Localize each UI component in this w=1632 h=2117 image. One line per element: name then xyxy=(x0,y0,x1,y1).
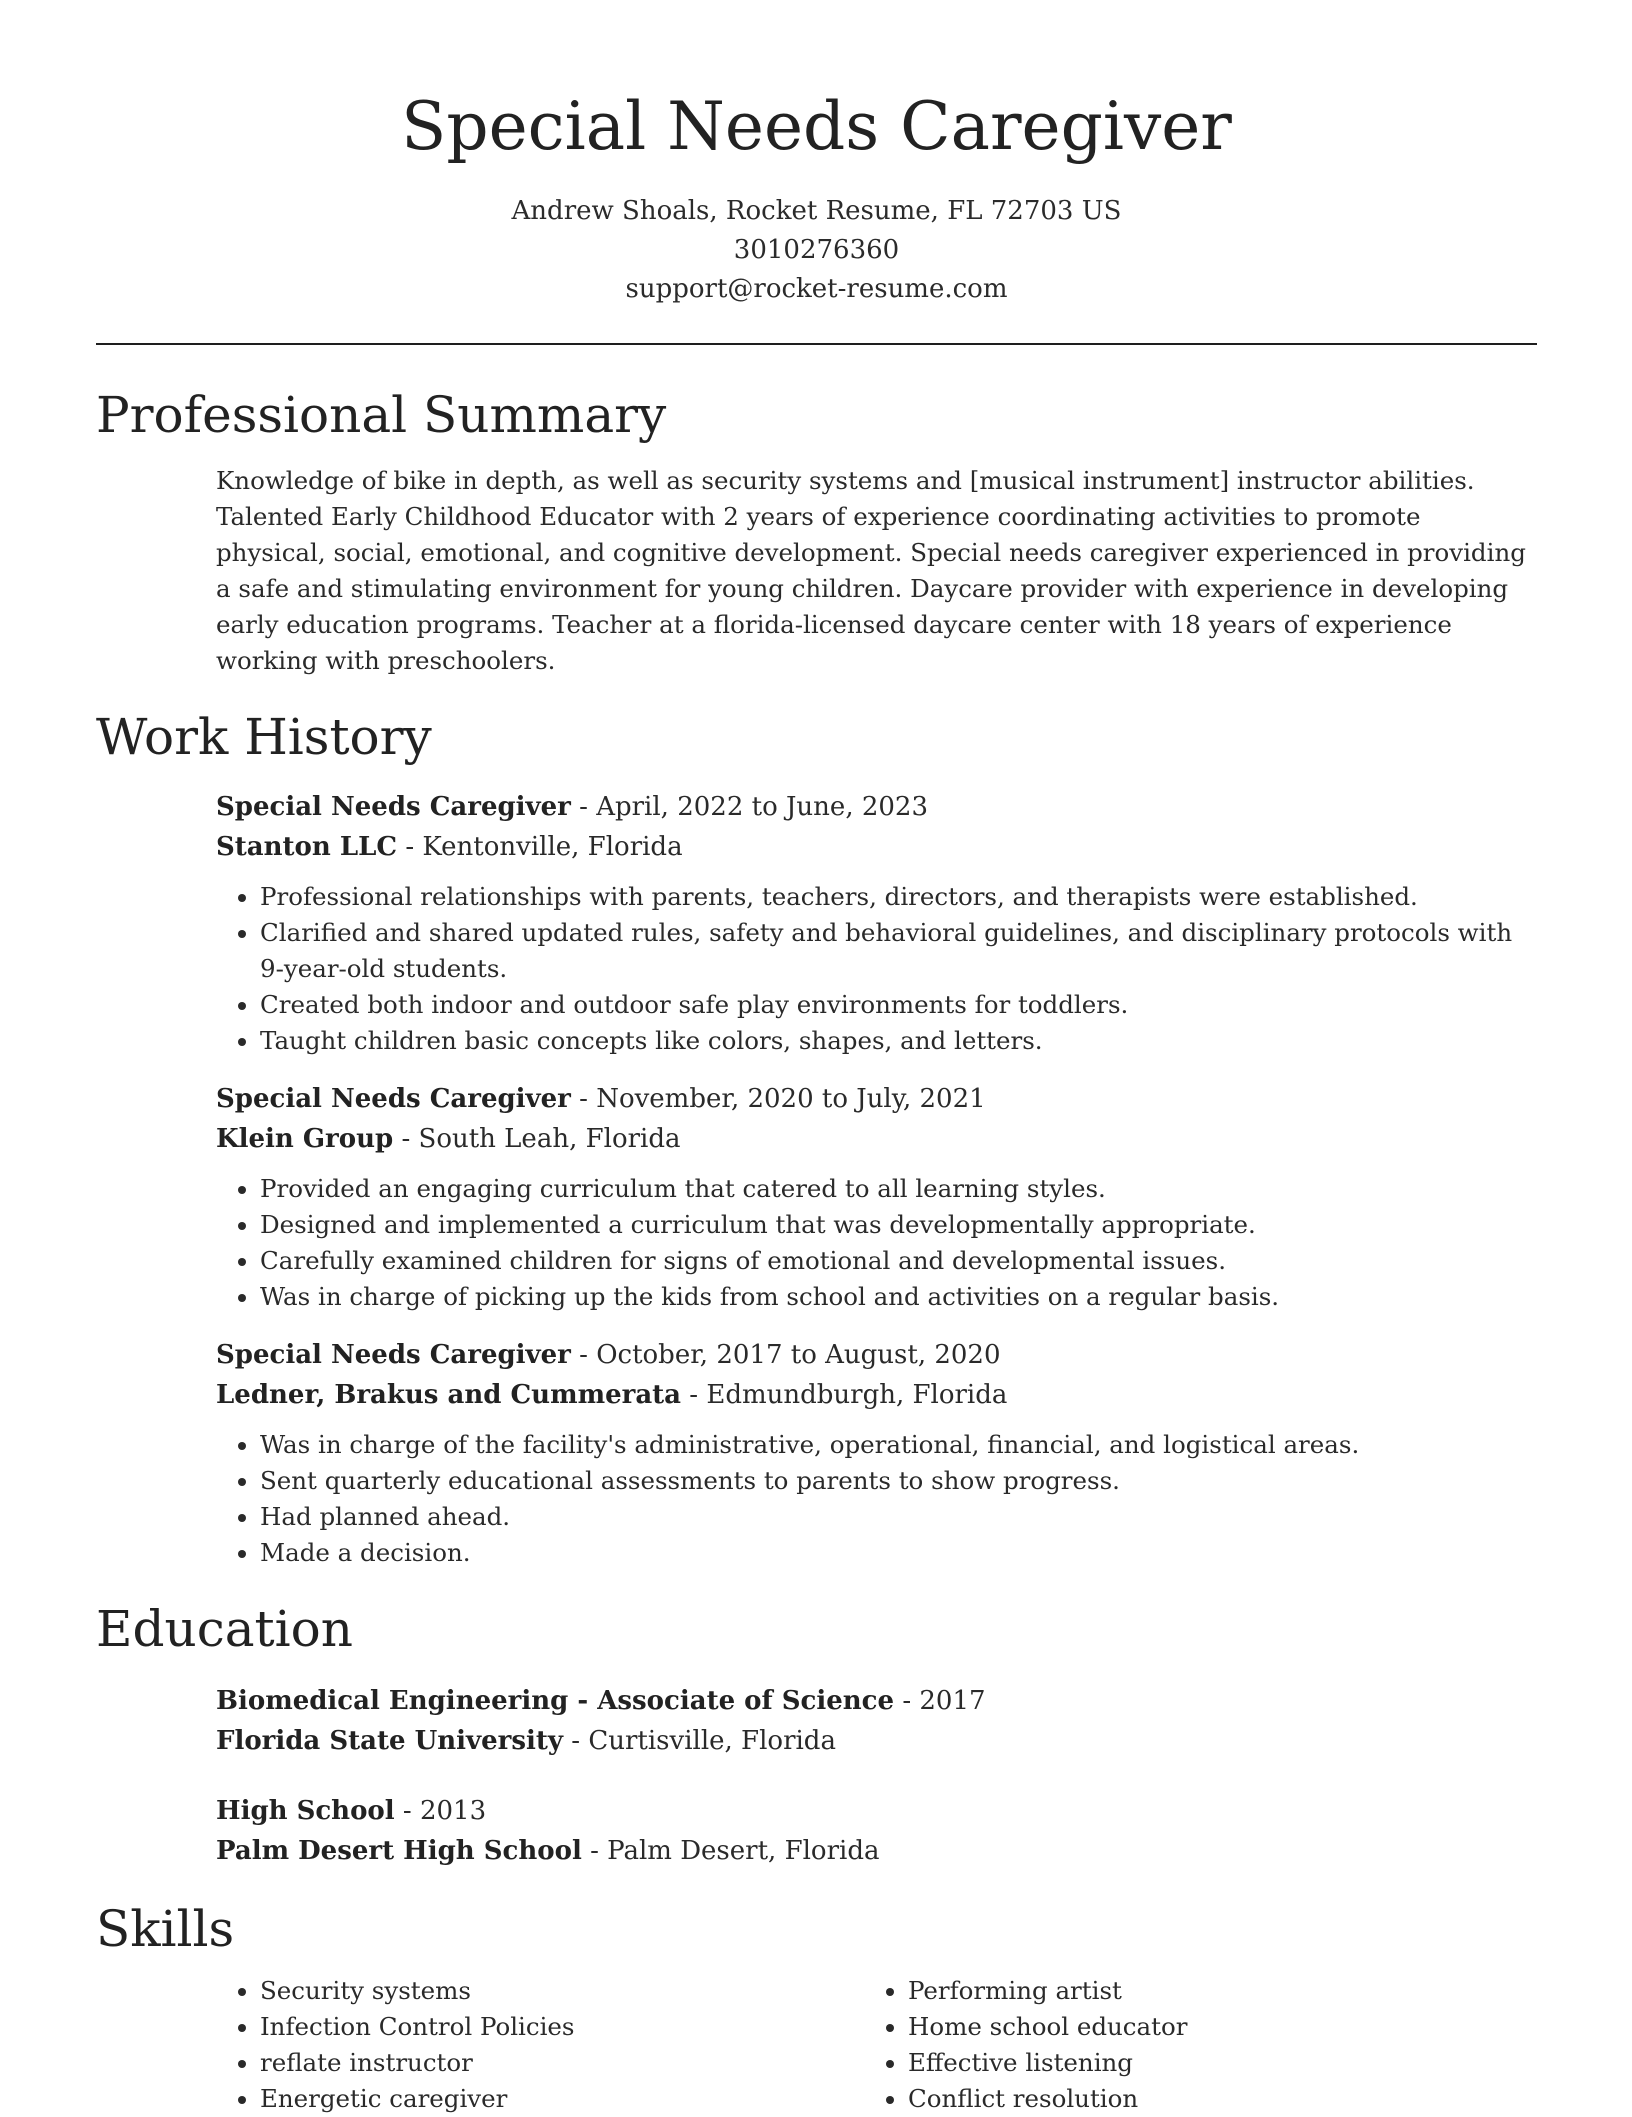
resume-header xyxy=(96,0,1537,345)
job-bullets xyxy=(216,1427,1537,1571)
job-entry xyxy=(216,1335,1537,1571)
job-title-line xyxy=(216,1079,1537,1119)
education-degree: Biomedical Engineering - Associate of Science xyxy=(216,1686,895,1716)
job-dates: - October, 2017 to August, 2020 xyxy=(570,1340,1001,1370)
skill-item: • Home school educator xyxy=(908,2009,1512,2045)
job-bullet: • Was in charge of picking up the kids from school and activities on a regular basis. xyxy=(260,1279,1537,1315)
work-history-title: Work History xyxy=(96,708,432,766)
job-company-line xyxy=(216,1375,1537,1415)
job-company: Klein Group xyxy=(216,1124,394,1154)
job-bullet: • Had planned ahead. xyxy=(260,1499,1537,1535)
skill-item: • Infection Control Policies xyxy=(260,2009,864,2045)
job-bullet: • Carefully examined children for signs of emotional and developmental issues. xyxy=(260,1243,1537,1279)
contact-email: support@rocket-resume.com xyxy=(625,274,1008,304)
job-entry xyxy=(216,1079,1537,1315)
job-list xyxy=(216,787,1537,1571)
skill-item: • Performing artist xyxy=(908,1973,1512,2009)
job-bullet: • Provided an engaging curriculum that catered to all learning styles. xyxy=(260,1171,1537,1207)
job-company-line xyxy=(216,827,1537,867)
education-school: Florida State University xyxy=(216,1726,564,1756)
job-company-line xyxy=(216,1119,1537,1159)
skills-title: Skills xyxy=(96,1900,235,1958)
job-company: Ledner, Brakus and Cummerata xyxy=(216,1380,682,1410)
education-degree: High School xyxy=(216,1796,395,1826)
education-degree-line xyxy=(216,1791,1537,1831)
job-bullet: • Taught children basic concepts like colors, shapes, and letters. xyxy=(260,1023,1537,1059)
job-bullet: • Sent quarterly educational assessments to parents to show progress. xyxy=(260,1463,1537,1499)
job-title-line xyxy=(216,1335,1537,1375)
education-school-line xyxy=(216,1721,1537,1761)
job-bullet: • Clarified and shared updated rules, safety and behavioral guidelines, and disciplinary protocols with 9-year-old students. xyxy=(260,915,1537,987)
work-history-section xyxy=(96,705,1537,1571)
job-title-line xyxy=(216,787,1537,827)
job-location: - South Leah, Florida xyxy=(393,1124,681,1154)
contact-block xyxy=(96,192,1537,309)
job-company: Stanton LLC xyxy=(216,832,398,862)
job-bullet: • Made a decision. xyxy=(260,1535,1537,1571)
job-location: - Kentonville, Florida xyxy=(397,832,683,862)
skills-list-right xyxy=(864,1973,1512,2117)
education-title: Education xyxy=(96,1600,353,1658)
skills-column-left xyxy=(216,1973,864,2117)
job-bullet: • Was in charge of the facility's administrative, operational, financial, and logistical areas. xyxy=(260,1427,1537,1463)
job-entry xyxy=(216,787,1537,1059)
skills-grid xyxy=(216,1973,1537,2117)
education-location: - Palm Desert, Florida xyxy=(581,1836,880,1866)
job-bullet: • Created both indoor and outdoor safe play environments for toddlers. xyxy=(260,987,1537,1023)
skill-item: • Energetic caregiver xyxy=(260,2081,864,2117)
skill-item: • Security systems xyxy=(260,1973,864,2009)
summary-title: Professional Summary xyxy=(96,386,667,444)
summary-text: Knowledge of bike in depth, as well as security systems and [musical instrument] instructor abilities. Talented Early Childhood Educator with 2 years of experience coordinating activities to promote physical, social, emotional, and cognitive development. Special needs caregiver experienced in providing a safe and stimulating environment for young children. Daycare provider with experience in developing early education programs. Teacher at a florida-licensed daycare center with 18 years of experience working with preschoolers. xyxy=(216,466,1526,675)
skill-item: • Effective listening xyxy=(908,2045,1512,2081)
job-bullets xyxy=(216,1171,1537,1315)
education-entry xyxy=(216,1791,1537,1871)
contact-phone: 3010276360 xyxy=(733,235,900,265)
header-divider xyxy=(96,343,1537,345)
job-dates: - April, 2022 to June, 2023 xyxy=(570,792,929,822)
education-degree-line xyxy=(216,1681,1537,1721)
job-bullet: • Designed and implemented a curriculum that was developmentally appropriate. xyxy=(260,1207,1537,1243)
job-bullet: • Professional relationships with parents, teachers, directors, and therapists were established. xyxy=(260,879,1537,915)
education-section xyxy=(96,1597,1537,1871)
job-bullets xyxy=(216,879,1537,1059)
job-role: Special Needs Caregiver xyxy=(216,792,571,822)
resume-page xyxy=(96,0,1537,2117)
job-role: Special Needs Caregiver xyxy=(216,1084,571,1114)
skills-column-right xyxy=(864,1973,1512,2117)
skills-section xyxy=(96,1897,1537,2117)
skill-item: • Conflict resolution xyxy=(908,2081,1512,2117)
education-location: - Curtisville, Florida xyxy=(563,1726,836,1756)
education-school-line xyxy=(216,1831,1537,1871)
skill-item: • reflate instructor xyxy=(260,2045,864,2081)
contact-address: Andrew Shoals, Rocket Resume, FL 72703 US xyxy=(511,196,1122,226)
education-list xyxy=(216,1681,1537,1871)
education-year: - 2017 xyxy=(894,1686,986,1716)
summary-section xyxy=(96,383,1537,679)
skills-list-left xyxy=(216,1973,864,2117)
job-dates: - November, 2020 to July, 2021 xyxy=(570,1084,986,1114)
education-school: Palm Desert High School xyxy=(216,1836,582,1866)
education-entry xyxy=(216,1681,1537,1761)
resume-name: Special Needs Caregiver xyxy=(401,88,1232,165)
job-role: Special Needs Caregiver xyxy=(216,1340,571,1370)
education-year: - 2013 xyxy=(394,1796,487,1826)
job-location: - Edmundburgh, Florida xyxy=(681,1380,1008,1410)
